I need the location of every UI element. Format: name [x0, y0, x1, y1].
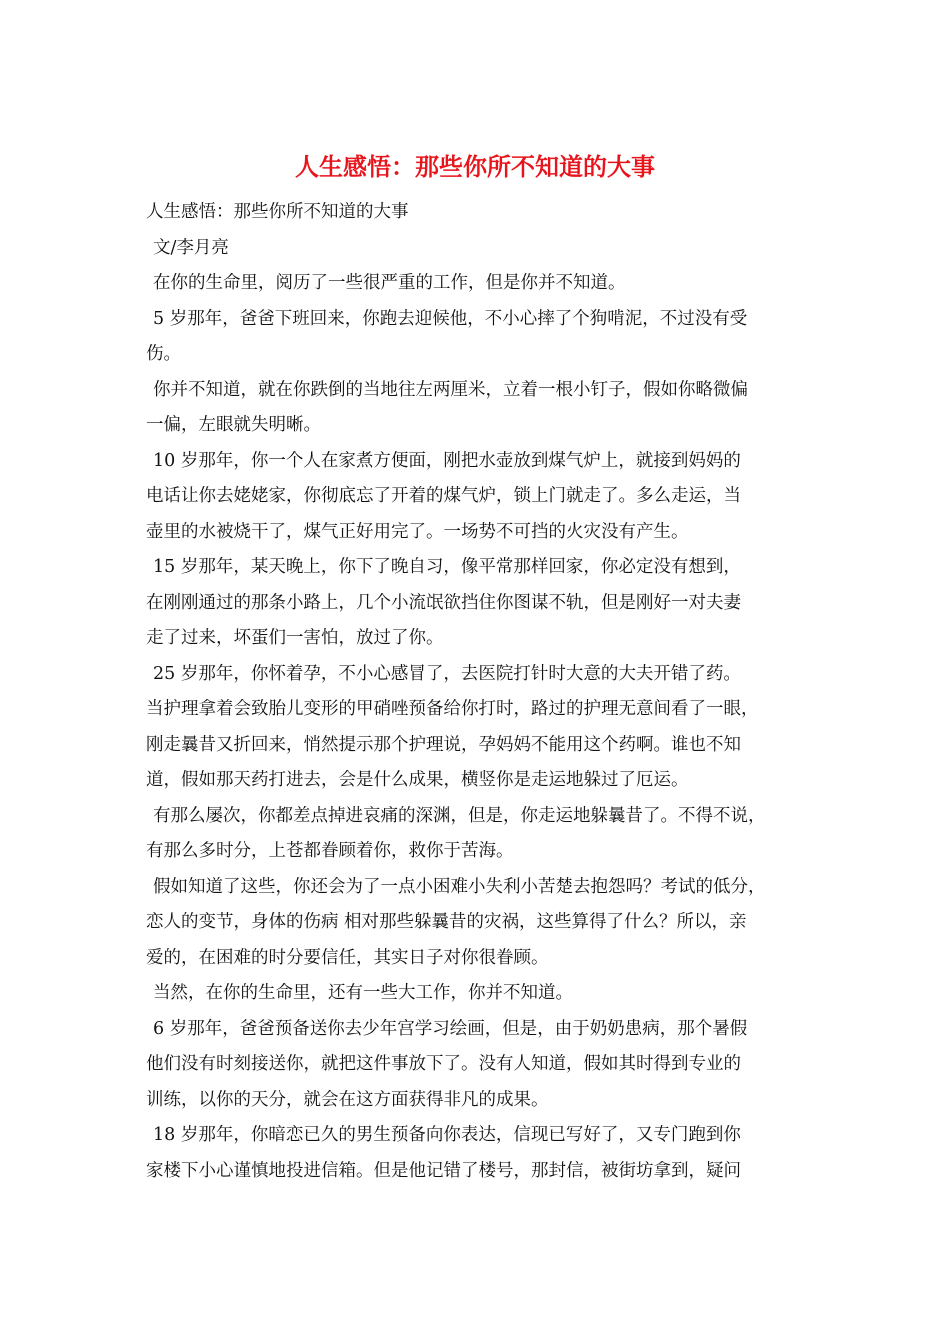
- text-line: 18 岁那年，你暗恋已久的男生预备向你表达，信现已写好了，又专门跑到你: [153, 1125, 741, 1145]
- text-line: 爱的，在困难的时分要信任，其实日子对你很眷顾。: [146, 947, 549, 968]
- text-line: 你并不知道，就在你跌倒的当地往左两厘米，立着一根小钉子，假如你略微偏: [153, 379, 748, 400]
- text-line: 在你的生命里，阅历了一些很严重的工作，但是你并不知道。: [153, 273, 626, 293]
- text-line: 在刚刚通过的那条小路上，几个小流氓欲挡住你图谋不轨，但是刚好一对夫妻: [146, 592, 741, 613]
- text-line: 伤。: [146, 344, 181, 364]
- text-line: 人生感悟：那些你所不知道的大事: [146, 202, 409, 222]
- text-line: 当护理拿着会致胎儿变形的甲硝唑预备给你打时，路过的护理无意间看了一眼，: [146, 699, 759, 719]
- text-line: 壶里的水被烧干了，煤气正好用完了。一场势不可挡的火灾没有产生。: [146, 521, 689, 542]
- text-line: 文/李月亮: [153, 237, 229, 258]
- text-line: 训练，以你的天分，就会在这方面获得非凡的成果。: [146, 1089, 549, 1110]
- text-line: 走了过来，坏蛋们一害怕，放过了你。: [146, 628, 444, 648]
- text-line: 15 岁那年，某天晚上，你下了晚自习，像平常那样回家，你必定没有想到，: [153, 557, 741, 577]
- text-line: 6 岁那年，爸爸预备送你去少年宫学习绘画，但是，由于奶奶患病，那个暑假: [153, 1018, 748, 1039]
- text-line: 刚走曩昔又折回来，悄然提示那个护理说，孕妈妈不能用这个药啊。谁也不知: [146, 734, 741, 755]
- text-line: 10 岁那年，你一个人在家煮方便面，刚把水壶放到煤气炉上，就接到妈妈的: [153, 450, 741, 471]
- text-line: 电话让你去姥姥家，你彻底忘了开着的煤气炉，锁上门就走了。多么走运，当: [146, 486, 741, 506]
- document-body: [146, 195, 818, 1189]
- text-line: 25 岁那年，你怀着孕，不小心感冒了，去医院打针时大意的大夫开错了药。: [153, 663, 741, 684]
- text-line: 恋人的变节，身体的伤病 相对那些躲曩昔的灾祸，这些算得了什么？所以，亲: [146, 912, 747, 932]
- text-line: 一偏，左眼就失明晰。: [146, 415, 321, 435]
- text-line: 道，假如那天药打进去，会是什么成果，横竖你是走运地躲过了厄运。: [146, 770, 689, 790]
- document-title: 人生感悟：那些你所不知道的大事: [295, 152, 655, 181]
- text-line: 他们没有时刻接送你，就把这件事放下了。没有人知道，假如其时得到专业的: [146, 1054, 741, 1074]
- text-line: 当然，在你的生命里，还有一些大工作，你并不知道。: [153, 983, 573, 1003]
- text-line: 家楼下小心谨慎地投进信箱。但是他记错了楼号，那封信，被街坊拿到，疑问: [146, 1160, 741, 1181]
- text-line: 有那么屡次，你都差点掉进哀痛的深渊，但是，你走运地躲曩昔了。不得不说，: [153, 805, 766, 826]
- text-line: 假如知道了这些，你还会为了一点小困难小失利小苦楚去抱怨吗？考试的低分，: [153, 876, 766, 897]
- text-line: 有那么多时分，上苍都眷顾着你，救你于苦海。: [146, 841, 514, 861]
- text-line: 5 岁那年，爸爸下班回来，你跑去迎候他，不小心摔了个狗啃泥，不过没有受: [153, 308, 748, 329]
